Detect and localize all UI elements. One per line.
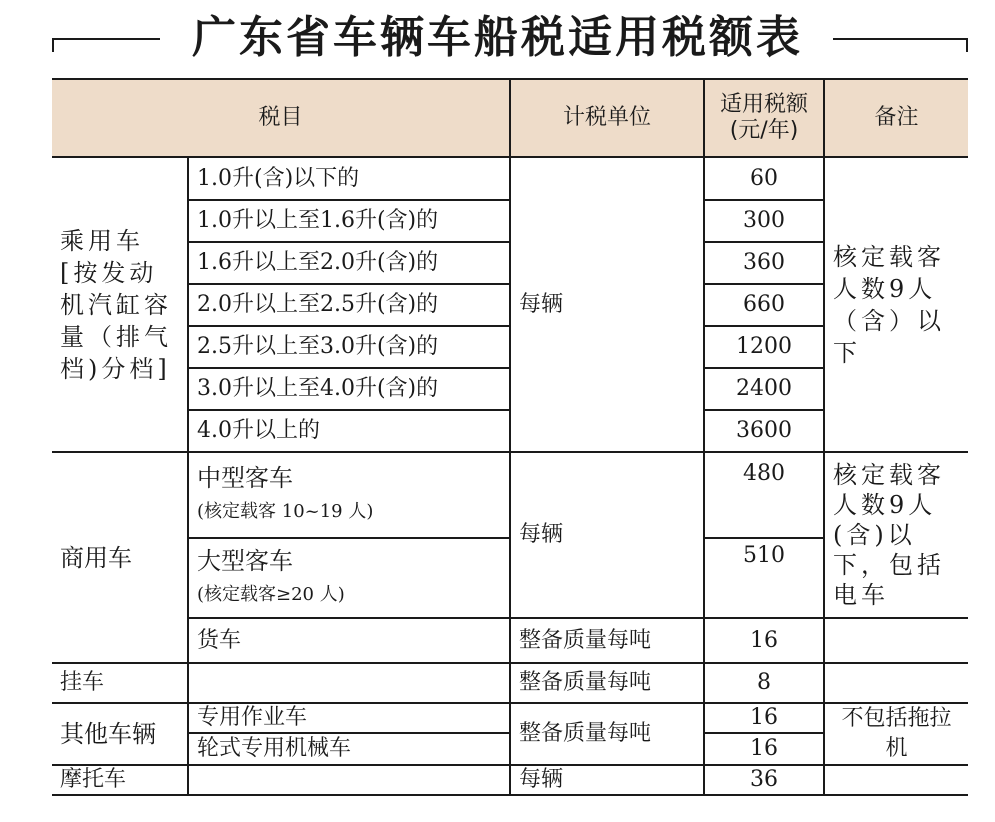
commercial-large-rate: 510 <box>704 538 824 618</box>
other-category: 其他车辆 <box>52 703 188 765</box>
table-row <box>52 663 968 703</box>
passenger-unit: 每辆 <box>510 157 704 452</box>
tax-rate-table <box>52 78 968 796</box>
commercial-truck-note <box>824 618 968 663</box>
commercial-bus-unit: 每辆 <box>510 452 704 618</box>
table-row <box>52 765 968 795</box>
trailer-item <box>188 663 510 703</box>
passenger-row-label: 3.0升以上至4.0升(含)的 <box>188 368 510 410</box>
trailer-rate: 8 <box>704 663 824 703</box>
passenger-row-label: 1.6升以上至2.0升(含)的 <box>188 242 510 284</box>
passenger-row-rate: 3600 <box>704 410 824 452</box>
passenger-row-rate: 660 <box>704 284 824 326</box>
motorcycle-item <box>188 765 510 795</box>
motorcycle-note <box>824 765 968 795</box>
passenger-row-rate: 1200 <box>704 326 824 368</box>
passenger-row-rate: 300 <box>704 200 824 242</box>
table-row <box>52 703 968 733</box>
commercial-medium-cell <box>188 452 510 538</box>
trailer-note <box>824 663 968 703</box>
passenger-category: 乘用车[按发动机汽缸容量（排气档)分档] <box>52 157 188 452</box>
header-rate-line2: (元/年) <box>729 118 799 143</box>
passenger-row-label: 2.0升以上至2.5升(含)的 <box>188 284 510 326</box>
passenger-row-label: 1.0升(含)以下的 <box>188 157 510 200</box>
other-row-rate: 16 <box>704 703 824 733</box>
passenger-row-rate: 360 <box>704 242 824 284</box>
header-unit: 计税单位 <box>510 79 704 157</box>
header-row <box>52 79 968 157</box>
table-row <box>52 618 968 663</box>
commercial-large-cell <box>188 538 510 618</box>
commercial-medium-label: 中型客车 <box>197 464 293 492</box>
passenger-row-label: 1.0升以上至1.6升(含)的 <box>188 200 510 242</box>
motorcycle-rate: 36 <box>704 765 824 795</box>
header-rate-line1: 适用税额 <box>720 92 809 117</box>
header-rate <box>704 79 824 157</box>
other-row-label: 专用作业车 <box>188 703 510 733</box>
trailer-unit: 整备质量每吨 <box>510 663 704 703</box>
other-note: 不包括拖拉机 <box>824 703 968 765</box>
table-row <box>52 157 968 200</box>
motorcycle-unit: 每辆 <box>510 765 704 795</box>
commercial-large-sub: (核定载客≥20 人) <box>197 584 345 605</box>
other-unit: 整备质量每吨 <box>510 703 704 765</box>
commercial-truck-rate: 16 <box>704 618 824 663</box>
commercial-medium-sub: (核定载客 10~19 人) <box>197 501 374 522</box>
commercial-bus-note: 核定载客人数9人(含)以下，包括电车 <box>824 452 968 618</box>
trailer-category: 挂车 <box>52 663 188 703</box>
passenger-row-label: 4.0升以上的 <box>188 410 510 452</box>
commercial-truck-unit: 整备质量每吨 <box>510 618 704 663</box>
table-row <box>52 452 968 538</box>
passenger-row-rate: 2400 <box>704 368 824 410</box>
commercial-category: 商用车 <box>52 452 188 663</box>
passenger-note: 核定载客人数9人（含）以下 <box>824 157 968 452</box>
commercial-large-label: 大型客车 <box>197 547 293 575</box>
other-row-label: 轮式专用机械车 <box>188 733 510 765</box>
page-title: 广东省车辆车船税适用税额表 <box>192 12 803 63</box>
commercial-medium-rate: 480 <box>704 452 824 538</box>
passenger-row-rate: 60 <box>704 157 824 200</box>
commercial-truck-label: 货车 <box>188 618 510 663</box>
other-row-rate: 16 <box>704 733 824 765</box>
passenger-row-label: 2.5升以上至3.0升(含)的 <box>188 326 510 368</box>
header-note: 备注 <box>824 79 968 157</box>
header-item: 税目 <box>52 79 510 157</box>
motorcycle-category: 摩托车 <box>52 765 188 795</box>
